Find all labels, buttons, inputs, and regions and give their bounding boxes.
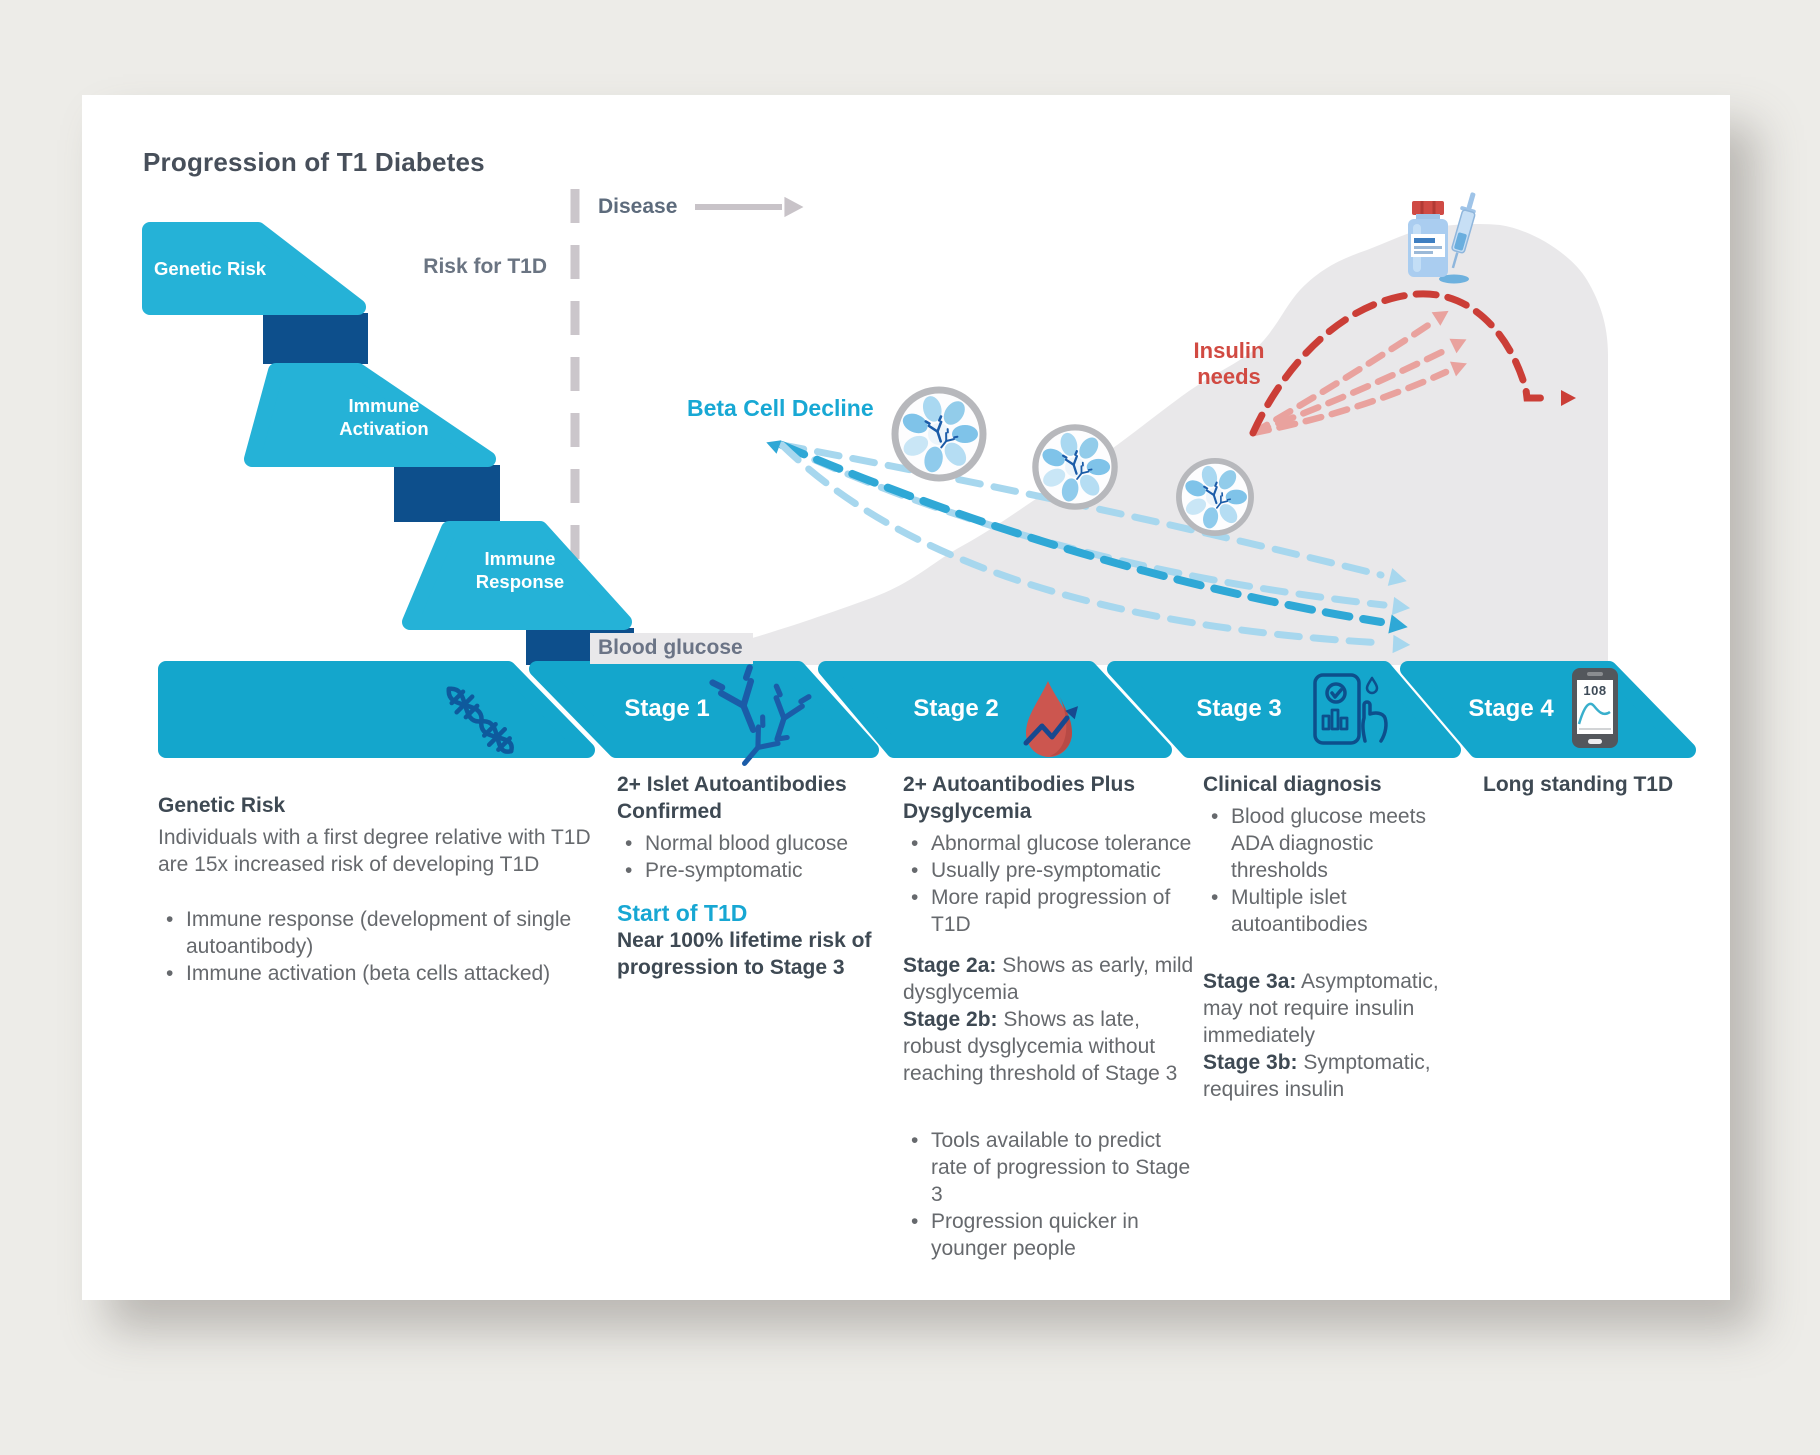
bullet-text: Tools available to predict rate of progression to Stage 3 (931, 1129, 1191, 1206)
insulin-needs-line: needs (1197, 363, 1261, 389)
stage-2b-note (903, 1006, 1195, 1087)
disease-arrow-icon (695, 198, 802, 216)
stair-label-line: Genetic Risk (153, 258, 267, 279)
bullet-item (158, 960, 593, 987)
bullet-text: Progression quicker in younger people (931, 1210, 1139, 1260)
bullet-dot: • (911, 1129, 919, 1152)
bullet-item (903, 857, 1195, 884)
column-header: 2+ Autoantibodies Plus Dysglycemia (903, 773, 1136, 823)
bullet-item (1203, 884, 1465, 938)
bullet-text: Multiple islet autoantibodies (1231, 886, 1368, 936)
bullet-text: Pre-symptomatic (645, 859, 803, 882)
stage-4-band-label: Stage 4 (1468, 695, 1554, 722)
bullet-text: More rapid progression of T1D (931, 886, 1171, 936)
bullet-dot: • (166, 908, 174, 931)
column-stage-1 (617, 771, 875, 981)
bullet-dot: • (911, 832, 919, 855)
column-header: 2+ Islet Autoantibodies Confirmed (617, 773, 847, 823)
column-genetic-risk (158, 792, 593, 987)
bullet-item (617, 857, 875, 884)
bullet-dot: • (1211, 805, 1219, 828)
bullet-item (903, 1208, 1195, 1262)
column-stage-2 (903, 771, 1195, 1262)
stair-label-genetic-risk (130, 257, 290, 280)
stair-label-immune-activation (304, 394, 464, 440)
stage-3-band-label: Stage 3 (1196, 695, 1282, 722)
bullet-dot: • (625, 859, 633, 882)
bullet-dot: • (911, 859, 919, 882)
bullet-text: Blood glucose meets ADA diagnostic thresholds (1231, 805, 1426, 882)
bullet-item (158, 906, 593, 960)
bullet-item (903, 1127, 1195, 1208)
column-header: Long standing T1D (1483, 773, 1674, 796)
stage-3a-note (1203, 968, 1465, 1049)
column-stage-3 (1203, 771, 1465, 1103)
bullet-text: Immune response (development of single autoantibody) (186, 908, 572, 958)
stair-label-line: Immune (348, 395, 420, 416)
stage-2-band-label: Stage 2 (913, 695, 999, 722)
cgm-phone-icon (1572, 668, 1618, 748)
bullet-text: Immune activation (beta cells attacked) (186, 962, 551, 985)
column-stage-4 (1483, 771, 1713, 803)
stair-label-line: Response (475, 571, 565, 593)
stair-label-line: Activation (339, 418, 429, 440)
stage1-risk-note: Near 100% lifetime risk of progression to Stage 3 (617, 929, 872, 979)
stair-label-immune-response (440, 547, 600, 593)
infographic-card (82, 95, 1730, 1300)
column-header: Genetic Risk (158, 794, 286, 817)
bullet-dot: • (1211, 886, 1219, 909)
disease-axis-label: Disease (598, 195, 678, 218)
stage-subtext: Symptomatic, requires insulin (1203, 1051, 1431, 1101)
stage-3b-note (1203, 1049, 1465, 1103)
stage-subtext: Shows as early, mild dysglycemia (903, 954, 1194, 1004)
stage-2a-note (903, 952, 1195, 1006)
bullet-dot: • (166, 962, 174, 985)
stage-subtext: Asymptomatic, may not require insulin immediately (1203, 970, 1439, 1047)
insulin-needs-label (1168, 338, 1290, 390)
bullet-text: Normal blood glucose (645, 832, 849, 855)
beta-cell-icon (1035, 427, 1114, 506)
bullet-dot: • (911, 886, 919, 909)
blood-glucose-label: Blood glucose (590, 633, 753, 664)
beta-cell-icon (1179, 461, 1251, 533)
start-of-t1d-callout: Start of T1D (617, 900, 748, 926)
bullet-text: Usually pre-symptomatic (931, 859, 1161, 882)
risk-axis-label: Risk for T1D (423, 255, 547, 278)
column-header: Clinical diagnosis (1203, 773, 1382, 796)
bullet-item (617, 830, 875, 857)
beta-cell-icon (895, 390, 983, 478)
beta-cell-decline-label: Beta Cell Decline (687, 395, 874, 421)
stage-sublabel: Stage 2a: (903, 954, 997, 977)
stage-sublabel: Stage 2b: (903, 1008, 998, 1031)
bullet-dot: • (911, 1210, 919, 1233)
stage-sublabel: Stage 3b: (1203, 1051, 1298, 1074)
bullet-dot: • (625, 832, 633, 855)
stage-1-band-label: Stage 1 (624, 695, 710, 722)
bullet-item (1203, 803, 1465, 884)
stage-sublabel: Stage 3a: (1203, 970, 1297, 993)
bullet-text: Abnormal glucose tolerance (931, 832, 1192, 855)
bullet-item (903, 830, 1195, 857)
stage-subtext: Shows as late, robust dysglycemia without reaching threshold of Stage 3 (903, 1008, 1178, 1085)
bullet-item (903, 884, 1195, 938)
page-title: Progression of T1 Diabetes (143, 147, 485, 177)
stair-label-line: Immune (484, 548, 556, 569)
column-body: Individuals with a first degree relative with T1D are 15x increased risk of developing T1D (158, 826, 591, 876)
insulin-needs-line: Insulin (1193, 338, 1265, 363)
cgm-phone-reading: 108 (1583, 683, 1607, 698)
